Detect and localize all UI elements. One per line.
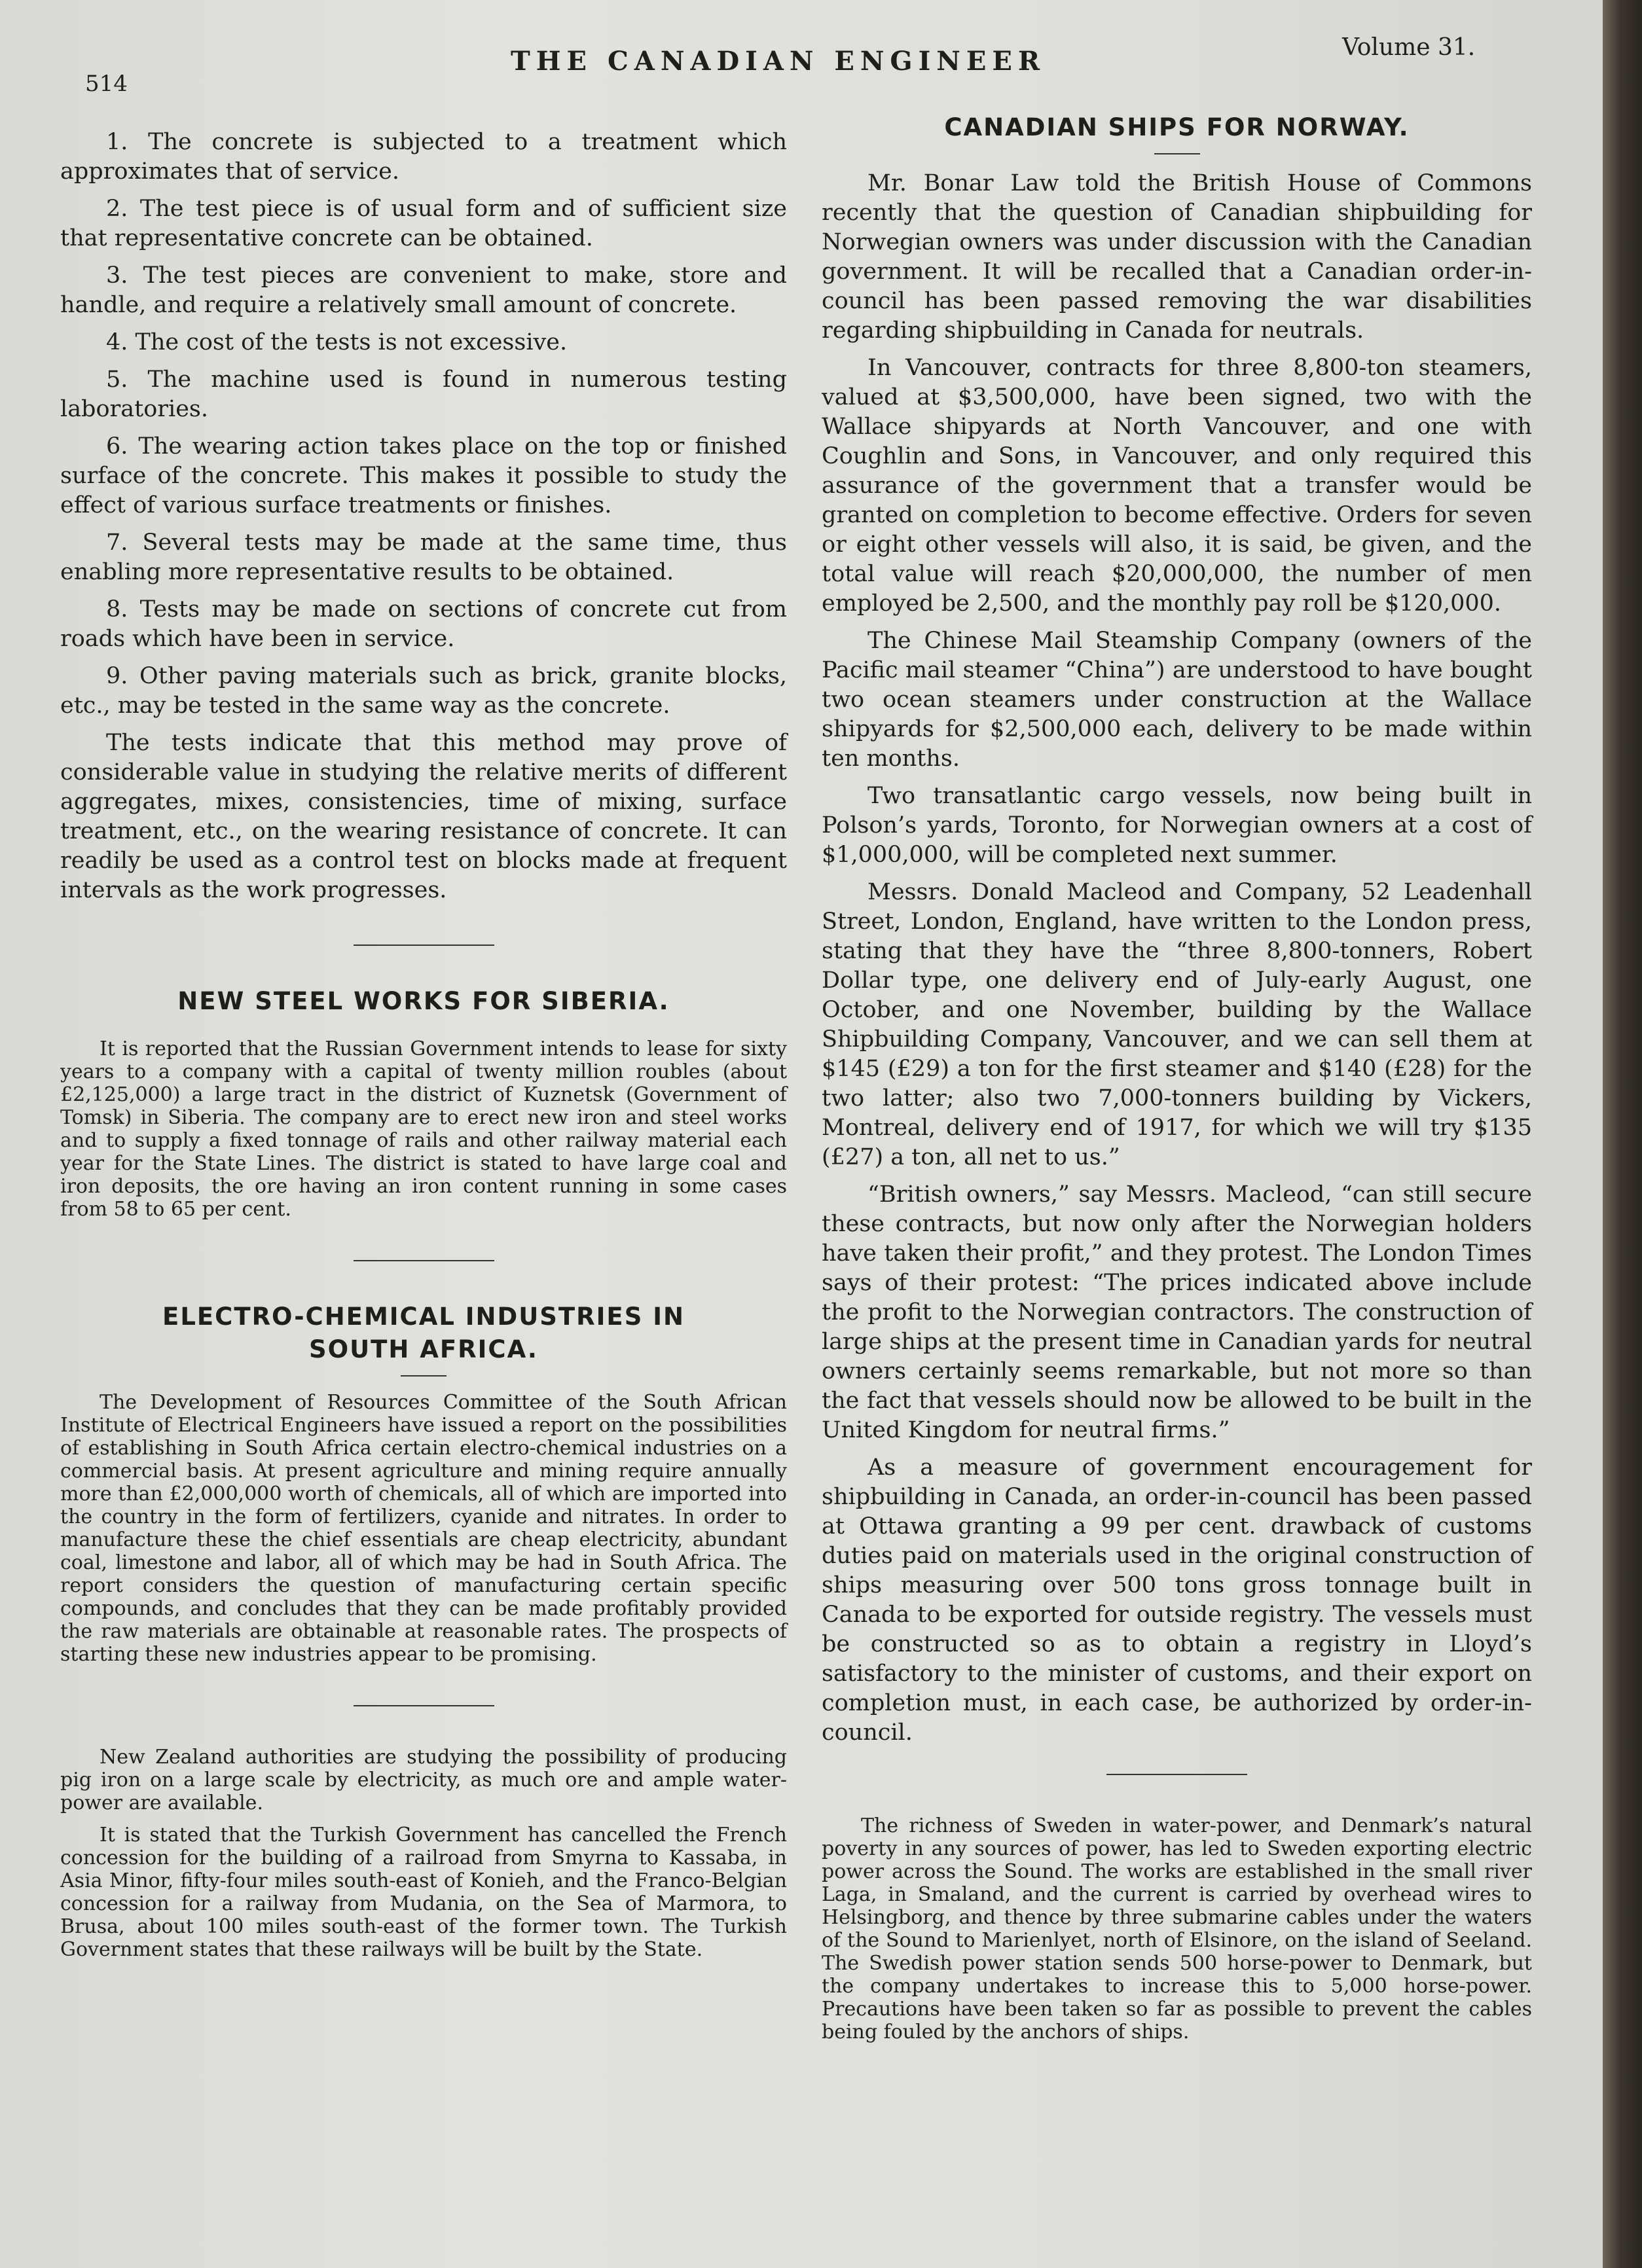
right-column xyxy=(822,111,1532,2053)
article-paragraph: Two transatlantic cargo vessels, now being built in Polson’s yards, Toronto, for Norwegian owners at a cost of $1,000,000, will be completed next summer. xyxy=(822,783,1532,868)
article-paragraph: Messrs. Donald Macleod and Company, 52 Leadenhall Street, London, England, have written to the London press, stating that they have the “three 8,800-tonners, Robert Dollar type, one delivery end of July-early August, one October, and one November, building by the Wallace Shipbuilding Company, Vancouver, and we can sell them at $145 (£29) a ton for the first steamer and $140 (£28) for the two latter; also two 7,000-tonners building by Vickers, Montreal, delivery end of 1917, for which we will try $135 (£27) a ton, all net to us.” xyxy=(822,879,1532,1170)
article-paragraph: The Development of Resources Committee of the South African Institute of Electrical Engineers have issued a report on the possibilities of establishing in South Africa certain electro-chemical industries on a commercial basis. At present agriculture and mining require annually more than £2,000,000 worth of chemicals, all of which are imported into the country in the form of fertilizers, cyanide and nitrates. In order to manufacture these the chief essentials are cheap electricity, abundant coal, limestone and labor, all of which may be had in South Africa. The report considers the question of manufacturing certain specific compounds, and concludes that they can be made profitably provided the raw materials are obtainable at reasonable rates. The prospects of starting these new industries appear to be promising. xyxy=(60,1391,787,1666)
list-item: 1. The concrete is subjected to a treatment which approximates that of service. xyxy=(60,129,787,185)
list-item: 5. The machine used is found in numerous testing laboratories. xyxy=(60,367,787,422)
concrete-test-list xyxy=(60,128,787,905)
article-title: CANADIAN SHIPS FOR NORWAY. xyxy=(944,113,1410,141)
article-title-line-1: ELECTRO-CHEMICAL INDUSTRIES IN xyxy=(162,1303,685,1331)
sweden-power-note xyxy=(822,1814,1532,2043)
note-paragraph: The richness of Sweden in water-power, and Denmark’s natural poverty in any sources of power, has led to Sweden exporting electric power across the Sound. The works are established in the small river Laga, in Smaland, and the current is carried by overhead wires to Helsingborg, and thence by three submarine cables under the waters of the Sound to Marienlyet, north of Elsinore, on the island of Seeland. The Swedish power station sends 500 horse-power to Denmark, but the company undertakes to increase this to 5,000 horse-power. Precautions have been taken so far as possible to prevent the cables being fouled by the anchors of ships. xyxy=(822,1814,1532,2043)
book-spine xyxy=(1603,0,1642,2268)
section-divider xyxy=(354,1705,494,1706)
siberia-article xyxy=(60,985,787,1221)
page-number: 514 xyxy=(85,71,128,97)
journal-title: THE CANADIAN ENGINEER xyxy=(511,46,1046,77)
list-item: 6. The wearing action takes place on the top or finished surface of the concrete. This makes it possible to study the effect of various surface treatments or finishes. xyxy=(60,433,787,518)
article-title-line-2: SOUTH AFRICA. xyxy=(309,1335,538,1363)
article-paragraph: In Vancouver, contracts for three 8,800-ton steamers, valued at $3,500,000, have been signed, two with the Wallace shipyards at North Vancouver, and one with Coughlin and Sons, in Vancouver, and only required this assurance of the government that a transfer would be granted on completion to become effective. Orders for seven or eight other vessels will also, it is said, be given, and the total value will reach $20,000,000, the number of men employed be 2,500, and the monthly pay roll be $120,000. xyxy=(822,355,1532,617)
title-rule xyxy=(401,1375,447,1377)
note-paragraph: New Zealand authorities are studying the possibility of producing pig iron on a large scale by electricity, as much ore and ample water-power are available. xyxy=(60,1746,787,1814)
article-paragraph: As a measure of government encouragement for shipbuilding in Canada, an order-in-council has been passed at Ottawa granting a 99 per cent. drawback of customs duties paid on materials used in the original construction of ships measuring over 500 tons gross tonnage built in Canada to be exported for outside registry. The vessels must be constructed so as to obtain a registry in Lloyd’s satisfactory to the minister of customs, and their export on completion must, in each case, be authorized by order-in-council. xyxy=(822,1454,1532,1746)
section-divider xyxy=(354,1260,494,1261)
section-divider xyxy=(354,945,494,946)
list-item: 2. The test piece is of usual form and of sufficient size that representative concrete can be obtained. xyxy=(60,196,787,251)
list-item: 9. Other paving materials such as brick, granite blocks, etc., may be tested in the same way as the concrete. xyxy=(60,663,787,719)
article-paragraph: The Chinese Mail Steamship Company (owners of the Pacific mail steamer “China”) are understood to have bought two ocean steamers under construction at the Wallace shipyards for $2,500,000 each, delivery to be made within ten months. xyxy=(822,628,1532,772)
list-item: 8. Tests may be made on sections of concrete cut from roads which have been in service. xyxy=(60,596,787,652)
electro-chemical-article xyxy=(60,1301,787,1666)
misc-notes xyxy=(60,1746,787,1961)
article-paragraph: Mr. Bonar Law told the British House of Commons recently that the question of Canadian shipbuilding for Norwegian owners was under discussion with the Canadian government. It will be recalled that a Canadian order-in-council has been passed removing the war disabilities regarding shipbuilding in Canada for neutrals. xyxy=(822,170,1532,344)
left-column xyxy=(60,128,787,1970)
volume-label: Volume 31. xyxy=(1342,34,1476,61)
note-paragraph: It is stated that the Turkish Government has cancelled the French concession for the building of a railroad from Smyrna to Kassaba, in Asia Minor, fifty-four miles south-east of Konieh, and the Franco-Belgian concession for a railway from Mudania, on the Sea of Marmora, to Brusa, about 100 miles south-east of the former town. The Turkish Government states that these railways will be built by the State. xyxy=(60,1824,787,1961)
list-item: 3. The test pieces are convenient to make, store and handle, and require a relatively small amount of concrete. xyxy=(60,262,787,318)
article-paragraph: It is reported that the Russian Government intends to lease for sixty years to a company with a capital of twenty million roubles (about £2,125,000) a large tract in the district of Kuznetsk (Government of Tomsk) in Siberia. The company are to erect new iron and steel works and to supply a fixed tonnage of rails and other railway material each year for the State Lines. The district is stated to have large coal and iron deposits, the ore having an iron content running in some cases from 58 to 65 per cent. xyxy=(60,1037,787,1221)
list-item: 4. The cost of the tests is not excessive. xyxy=(106,329,568,355)
section-divider xyxy=(1106,1774,1247,1775)
article-paragraph: “British owners,” say Messrs. Macleod, “can still secure these contracts, but now only after the Norwegian holders have taken their profit,” and they protest. The London Times says of their protest: “The prices indicated above include the profit to the Norwegian contractors. The construction of large ships at the present time in Canadian yards for neutral owners certainly seems remarkable, but not more so than the fact that vessels should now be allowed to be built in the United Kingdom for neutral firms.” xyxy=(822,1181,1532,1443)
conclusion-paragraph: The tests indicate that this method may prove of considerable value in studying the relative merits of different aggregates, mixes, consistencies, time of mixing, surface treatment, etc., on the wearing resistance of concrete. It can readily be used as a control test on blocks made at frequent intervals as the work progresses. xyxy=(60,730,787,903)
title-rule xyxy=(1154,153,1200,154)
norway-ships-article xyxy=(822,111,1532,1748)
article-title: NEW STEEL WORKS FOR SIBERIA. xyxy=(177,987,670,1015)
list-item: 7. Several tests may be made at the same time, thus enabling more representative results to be obtained. xyxy=(60,530,787,585)
